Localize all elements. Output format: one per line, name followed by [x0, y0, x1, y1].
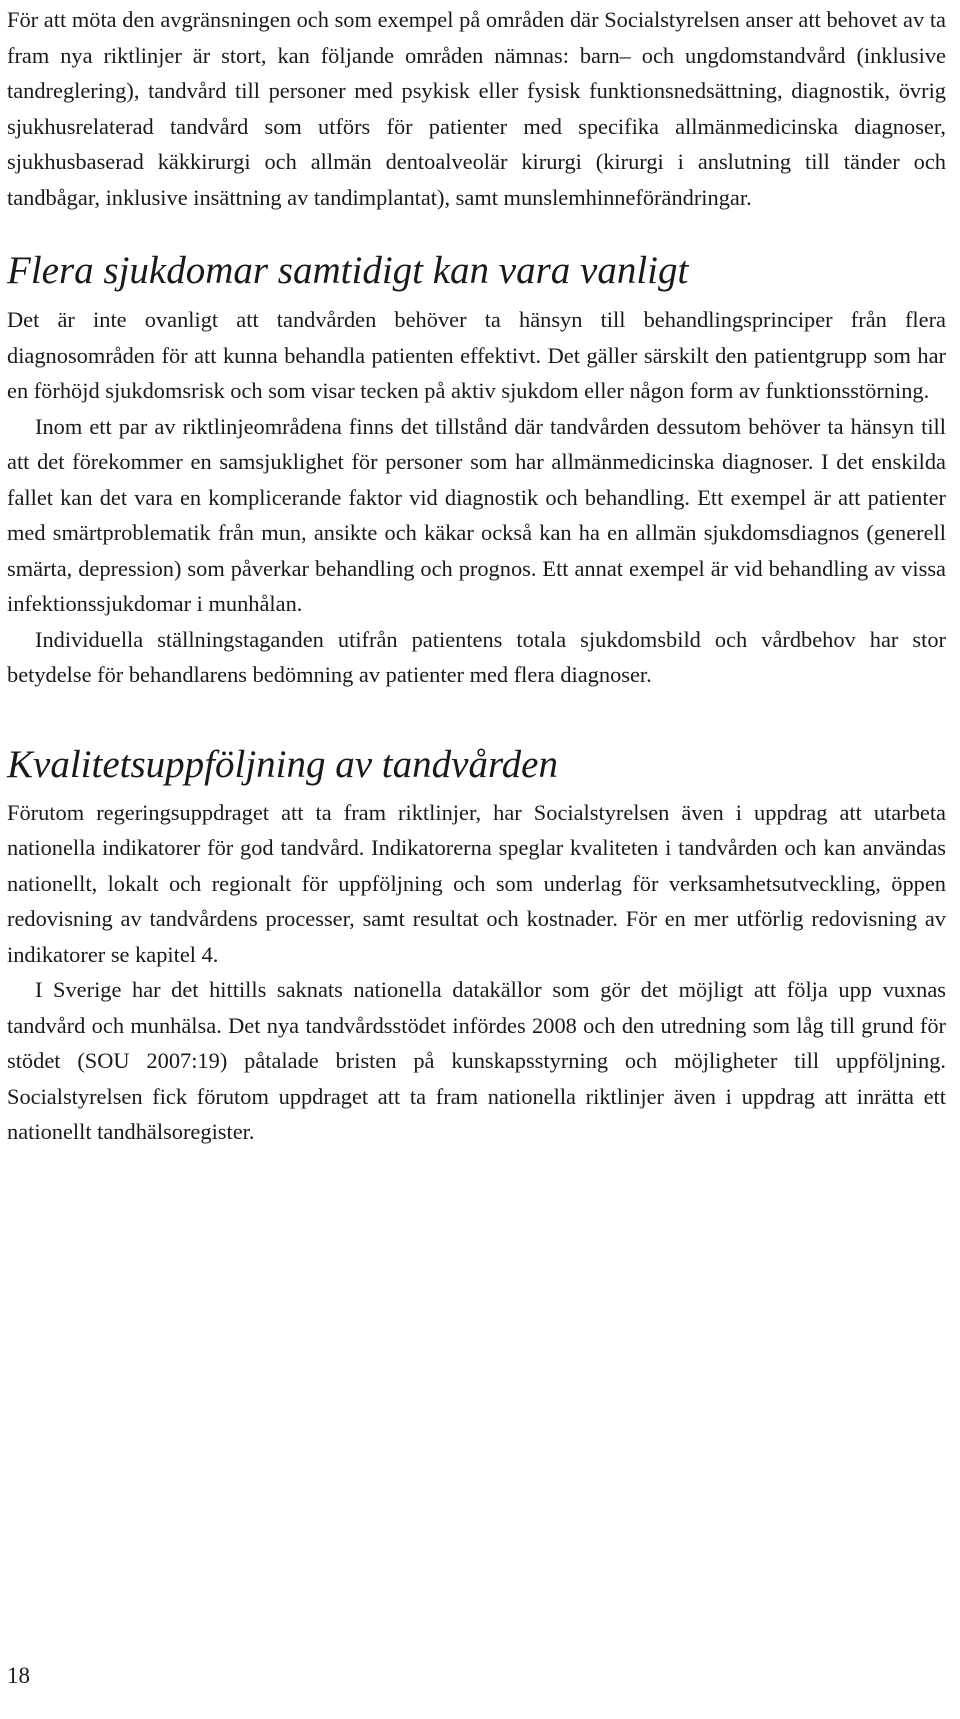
body-paragraph: Förutom regeringsuppdraget att ta fram riktlinjer, har Socialstyrelsen även i uppdrag att utarbeta nationella indikatorer för god tandvård. Indikatorerna speglar kvaliteten i tandvården och kan användas nationellt, lokalt och regionalt för uppföljning och som underlag för verksamhetsutveckling, öppen redovisning av tandvårdens processer, samt resultat och kostnader. För en mer utförlig redovisning av indikatorer se kapitel 4.: [7, 799, 946, 967]
section-heading-multimorbidity: Flera sjukdomar samtidigt kan vara vanligt: [7, 249, 689, 292]
body-paragraph: Inom ett par av riktlinjeområdena finns det tillstånd där tandvården dessutom behöver ta hänsyn till att det förekommer en samsjuklighet för personer som har allmänmedicinska diagnoser. I det enskilda fallet kan det vara en komplicerande faktor vid diagnostik och behandling. Ett exempel är att patienter med smärtproblematik från mun, ansikte och käkar också kan ha en allmän sjukdomsdiagnos (generell smärta, depression) som påverkar behandling och prognos. Ett annat exempel är vid behandling av vissa infektionssjukdomar i munhålan.: [7, 413, 946, 616]
page-number: 18: [7, 1663, 30, 1688]
intro-paragraph: För att möta den avgränsningen och som exempel på områden där Socialstyrelsen anser att behovet av ta fram nya riktlinjer är stort, kan följande områden nämnas: barn– och ungdomstandvård (inklusive tandreglering), tandvård till personer med psykisk eller fysisk funktionsnedsättning, diagnostik, övrig sjukhusrelaterad tandvård som utförs för patienter med specifika allmänmedicinska diagnoser, sjukhusbaserad käkkirurgi och allmän dentoalveolär kirurgi (kirurgi i anslutning till tänder och tandbågar, inklusive insättning av tandimplantat), samt munslemhinneförändringar.: [7, 7, 946, 210]
section-heading-quality-followup: Kvalitetsuppföljning av tandvården: [7, 742, 558, 786]
body-paragraph: I Sverige har det hittills saknats nationella datakällor som gör det möjligt att följa upp vuxnas tandvård och munhälsa. Det nya tandvårdsstödet infördes 2008 och den utredning som låg till grund för stödet (SOU 2007:19) påtalade bristen på kunskapsstyrning och möjligheter till uppföljning. Socialstyrelsen fick förutom uppdraget att ta fram nationella riktlinjer även i uppdrag att inrätta ett nationellt tandhälsoregister.: [7, 977, 946, 1144]
body-paragraph: Individuella ställningstaganden utifrån patientens totala sjukdomsbild och vårdbehov har stor betydelse för behandlarens bedömning av patienter med flera diagnoser.: [7, 626, 946, 687]
body-paragraph: Det är inte ovanligt att tandvården behöver ta hänsyn till behandlingsprinciper från flera diagnosområden för att kunna behandla patienten effektivt. Det gäller särskilt den patientgrupp som har en förhöjd sjukdomsrisk och som visar tecken på aktiv sjukdom eller någon form av funktionsstörning.: [7, 307, 946, 403]
